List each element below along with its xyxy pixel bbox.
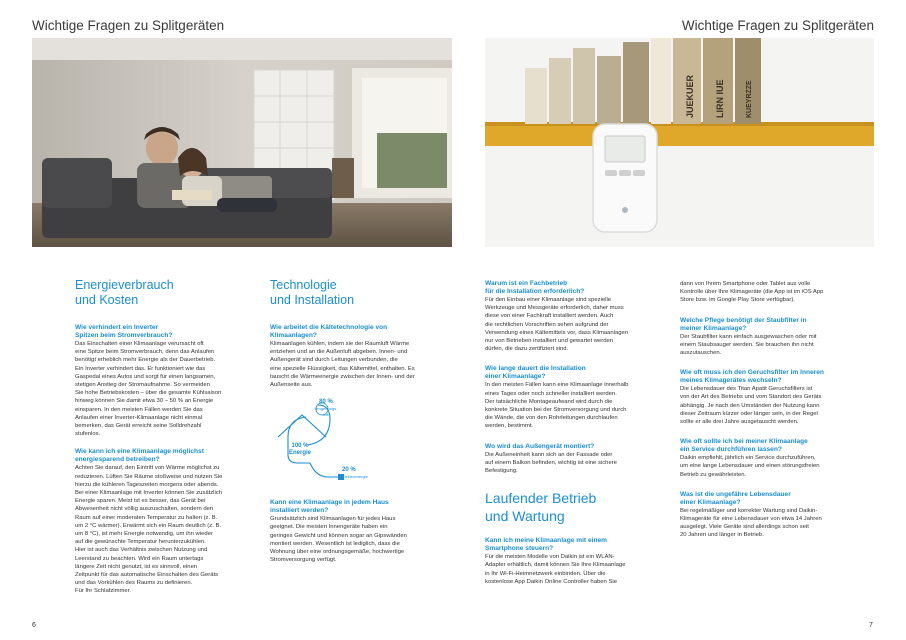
page-header-right: Wichtige Fragen zu Splitgeräten xyxy=(681,18,874,33)
question-lifespan: Was ist die ungefähre Lebensdauer einer Klimaanlage? xyxy=(680,490,791,506)
book-spine-1: JUEKUER xyxy=(685,74,695,118)
energy-diagram xyxy=(270,397,430,487)
page-header-left: Wichtige Fragen zu Splitgeräten xyxy=(32,18,225,33)
book-spine-3: KUEYRZZE xyxy=(746,80,753,118)
answer-professional-install: Für den Einbau einer Klimaanlage sind spezielle Werkzeuge und Messgeräte erforderlich, daher muss diese von einer Fachkraft installiert werden. Auch die rechtlichen Vorschriften sehen aufgrund der Verwendung eines Kältemittels vor, dass Klimaanlagen nur von Betrieben installiert und gewartet werden dürfen, die dazu zertifiziert sind. xyxy=(485,297,629,353)
section-title-technology: Technologie und Installation xyxy=(270,278,355,307)
label-total-energy: 100 % Energie xyxy=(288,443,311,456)
answer-lifespan: Bei regelmäßiger und korrekter Wartung sind Daikin- Klimageräte für eine Lebensdauer von etwa 14 Jahren ausgelegt. Viele Geräte sind allerdings schon seit 20 Jahren und länger in Betrieb. xyxy=(680,507,822,539)
question-energy-saving: Wie kann ich eine Klimaanlage möglichst energiesparend betreiben? xyxy=(75,448,204,464)
column-technology xyxy=(270,278,430,564)
answer-install-any-house: Grundsätzlich sind Klimaanlagen für jedes Haus geeignet. Die meisten Innengeräte haben ein geringes Gewicht und können sogar an Gipswänden montiert werden. Wesentlich ist lediglich, dass die Wohnung über eine ordnungsgemäße, hochwertige Stromversorgung verfügt. xyxy=(270,516,407,564)
living-room-photo xyxy=(32,38,452,247)
section-title-energy: Energieverbrauch und Kosten xyxy=(75,278,174,307)
question-inverter: Wie verhindert ein Inverter Spitzen beim Stromverbrauch? xyxy=(75,324,173,339)
question-service-interval: Wie oft sollte ich bei meiner Klimaanlage ein Service durchführen lassen? xyxy=(680,438,808,454)
answer-inverter: Das Einschalten einer Klimaanlage verursacht oft eine Spitze beim Stromverbrauch, denn das Anlaufen benötigt erheblich mehr Energie als der Dauerbetrieb. Ein Inverter verhindert das. Er funktioniert wie das Gaspedal eines Autos und sorgt für einen langsamen, stetigen Anstieg der Stromaufnahme. So vermeiden Sie hohe Betriebskosten – über die gesamte Kühlsaison hinweg können Sie damit etwa 30 – 50 % an Energie einsparen. In den meisten Fällen werden Sie das Anlaufen einer Inverter-Klimaanlage nicht einmal bemerken, das Gerät erreicht seine Solldrehzahl stufenlos. xyxy=(75,341,222,438)
section-title-operation: Laufender Betrieb und Wartung xyxy=(485,490,597,525)
answer-smartphone-continued: dann von Ihrem Smartphone oder Tablet aus volle Kontrolle über Ihre Klimageräte (die App ist im iOS App Store bzw. im Google Play Store verfügbar). xyxy=(680,281,824,304)
answer-install-duration: In den meisten Fällen kann eine Klimaanlage innerhalb eines Tages oder noch schneller installiert werden. Der tatsächliche Montageaufwand wird durch die konkrete Situation bei der Stromversorgung und durch die Wände, die von den Rohrleitungen durchlaufen werden, bestimmt. xyxy=(485,382,629,430)
answer-energy-saving: Achten Sie darauf, den Eintritt von Wärme möglichst zu reduzieren. Lüften Sie Räume stoßweise und nutzen Sie hierzu die kühleren Tageszeiten morgens oder abends. Bei einer Klimaanlage mit Inverter können Sie zusätzlich Energie sparen. Meist ist es besser, das Gerät bei Abwesenheit nicht völlig auszuschalten, sondern den Raum auf einer moderaten Temperatur zu halten (z. B. um 2 °C wärmer). Erwärmt sich ein Raum deutlich (z. B. um 8 °C), ist mehr Energie notwendig, um ihn wieder auf die gewünschte Temperatur herunterzukühlen. Hier ist auch das Verhältnis zwischen Nutzung und Leerstand zu beachten. Wird ein Raum untertags längere Zeit nicht genutzt, ist es sinnvoll, einen Zeitpunkt für das automatische Einschalten des Geräts und das Vorkühlen des Raums zu definieren. Für Ihr Schlafzimmer. xyxy=(75,465,223,595)
answer-smartphone: Für die meisten Modelle von Daikin ist ein WLAN- Adapter erhältlich, damit können Sie Ihre Klimaanlage in Ihr Wi-Fi-Heimnetzwerk einbinden. Über die kostenlose App Daikin Online Controller haben Sie xyxy=(485,554,626,585)
remote-control-photo xyxy=(485,38,874,247)
question-odor-filter: Wie oft muss ich den Geruchsfilter im Inneren meines Klimagerätes wechseln? xyxy=(680,369,824,385)
question-cooling-tech: Wie arbeitet die Kältetechnologie von Klimaanlagen? xyxy=(270,324,388,339)
label-ambient-air: 80 % Umgebungs- luft xyxy=(314,399,338,418)
question-install-duration: Wie lange dauert die Installation einer Klimaanlage? xyxy=(485,365,586,381)
answer-cooling-tech: Klimaanlagen kühlen, indem sie der Raumluft Wärme entziehen und an die Außenluft abgeben. Innen- und Außengerät sind durch Leitungen verbunden, die eine spezielle Flüssigkeit, das Kältemittel, enthalten. Es tauscht die Wärmeenergie zwischen der Innen- und der Außenseite aus. xyxy=(270,341,415,389)
question-smartphone: Kann ich meine Klimaanlage mit einem Smartphone steuern? xyxy=(485,537,608,553)
column-maintenance xyxy=(680,280,850,540)
column-energy xyxy=(75,278,235,596)
question-install-any-house: Kann eine Klimaanlage in jedem Haus installiert werden? xyxy=(270,499,389,515)
question-outdoor-unit: Wo wird das Außengerät montiert? xyxy=(485,442,595,450)
question-dust-filter: Welche Pflege benötigt der Staubfilter in meiner Klimaanlage? xyxy=(680,316,807,332)
answer-dust-filter: Der Staubfilter kann einfach ausgewaschen oder mit einem Staubsauger werden. Sie brauchen ihn nicht auszutauschen. xyxy=(680,333,817,357)
page-number-right: 7 xyxy=(869,622,873,629)
label-electric-energy: 20 % Elektroenergie xyxy=(342,467,368,479)
answer-service-interval: Daikin empfiehlt, jährlich ein Service durchzuführen, um eine lange Lebensdauer und einen störungsfreien Betrieb zu gewährleisten. xyxy=(680,455,820,478)
book-spine-2: LIRN IUE xyxy=(715,79,725,118)
question-professional-install: Warum ist ein Fachbetrieb für die Installation erforderlich? xyxy=(485,280,585,295)
answer-outdoor-unit: Die Außeneinheit kann sich an der Fassade oder auf einem Balkon befinden, wichtig ist eine sichere Befestigung. xyxy=(485,451,617,475)
page-number-left: 6 xyxy=(32,622,36,629)
answer-odor-filter: Die Lebensdauer des Titan Apatit Geruchsfilters ist von der Art des Betriebs und vom Standort des Geräts abhängig. Je nach den Umständen der Nutzung kann dieser Zeitraum kürzer oder länger sein, in der Regel sollte er alle drei Jahre ausgetauscht werden. xyxy=(680,386,822,426)
column-installation xyxy=(485,280,645,586)
